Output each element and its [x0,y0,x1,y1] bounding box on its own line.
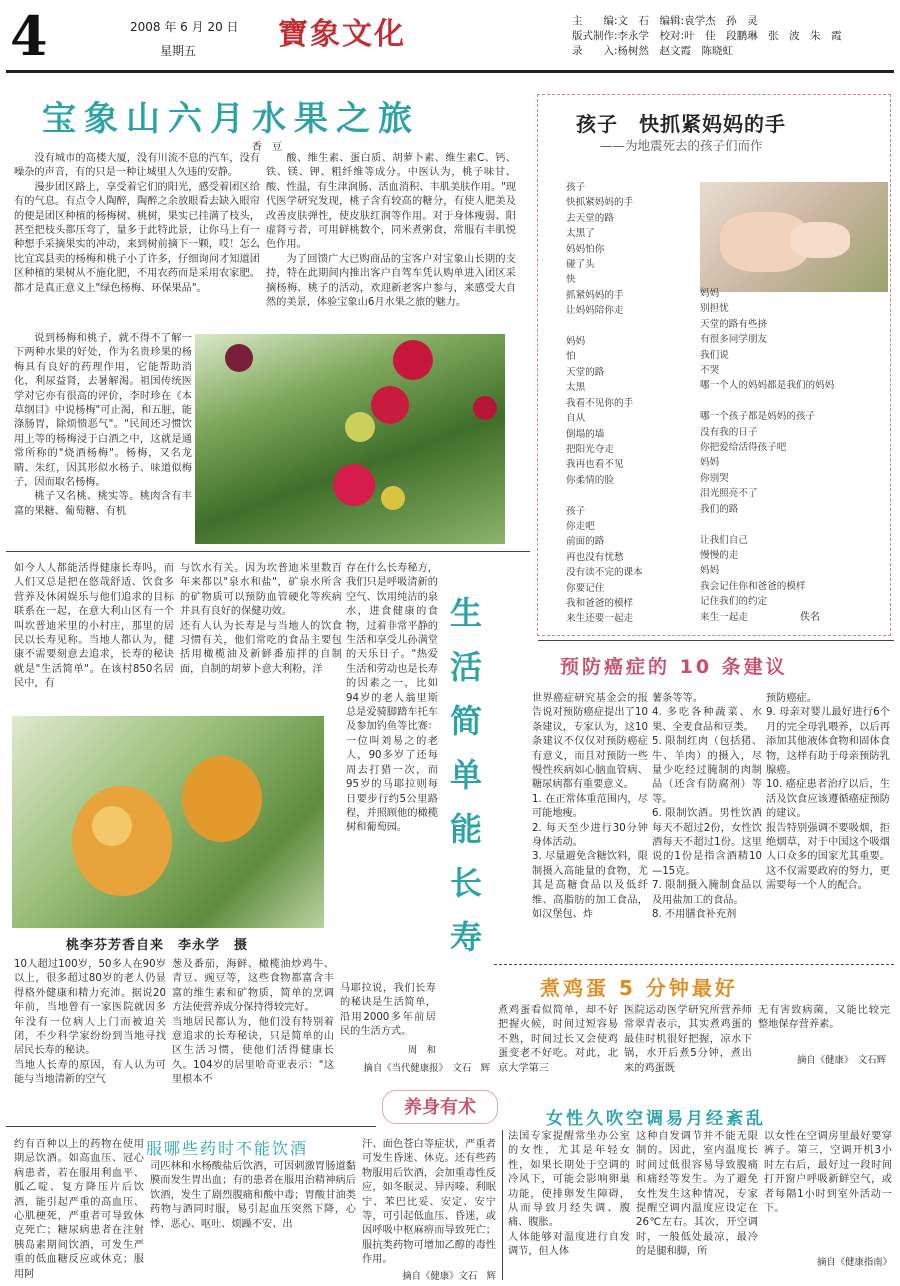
credits-line: 版式制作:李永学 校对:叶 佳 段鹏琳 张 波 朱 霞 [572,30,842,42]
aircon-col1: 法国专家提醒常坐办公室的女性，尤其是年轻女性，如果长期处于空调的冷风下，可能会影响卵巢功能，使排卵发生障碍，从而导致月经失调、腹痛、腹胀。 人体能够对温度进行自发调节，但人体 [508,1131,630,1258]
longevity-author: 周 和 [407,1045,436,1056]
poem-line: 哪一个孩子都是妈妈的孩子 [700,411,816,423]
paragraph: 说到杨梅和桃子，就不得不了解一下两种水果的好处，作为名贵珍果的杨梅具有良好的药理作用，它能帮助消化，利尿益肾，去暑解渴。祖国传统医学对它亦有很高的评价，李时珍在《本草纲目》中说杨梅"可止渴，和五脏，能涤肠胃，除烦愦恶气"。"民间还习惯饮用上等的杨梅浸于白酒之中，这就是通常所称的"烧酒杨梅"。杨梅，又名龙睛、朱红，因其形似水杨子、味道似梅子，因而取名杨梅。 [14,333,192,489]
poem-line: 你走吧 [566,520,595,532]
poem-line: 妈妈 [566,336,586,348]
section-divider [494,964,894,965]
credits-line: 录 入:杨树然 赵文霞 陈晓虹 [572,45,734,57]
egg-title: 煮鸡蛋 5 分钟最好 [540,976,738,1000]
drug-source: 摘自《健康》文石 辉 [402,1271,496,1282]
cancer-title: 预防癌症的 10 条建议 [560,656,788,678]
egg-source: 摘自《健康》 文石辉 [796,1055,886,1066]
poem-line: 怕 [566,351,576,363]
poem-line: 抓紧妈妈的手 [566,289,624,301]
cancer-col3: 预防癌症。 9. 母亲对婴儿最好进行6个月的完全母乳喂养，以后再添加其他液体食物和固体食物，这样有助于母亲预防乳腺癌。 10. 癌症患者治疗以后，生活及饮食应该遵循癌症预防的建议。 报告特别强调不要吸烟，拒绝烟草，对于中国这个吸烟人口众多的国家尤其重要。这不仅需要政府的努力，更需要每一个人的配合。 [766,693,890,892]
poem-line: 你柔情的脸 [566,474,614,486]
poem-line: 太黑了 [566,228,595,240]
poem-line: 来生一起走 [700,611,748,623]
poem-line: 让妈妈陪你走 [566,305,624,317]
longevity-col-a: 如今人人都能活得健康长寿吗，而人们又总是把在悠哉舒适、饮食多营养及休闲娱乐与他们追求的目标联系在一起，在意大利山区有一个叫坎普迪米里的小村庄，那里的居民以长寿见称。当地人都认为，健康不需要刻意去追求，长寿的秘诀就是"生活简单"。在该村850名居民中，有 [14,563,174,690]
poem-line: 没有我的日子 [700,426,758,438]
poem-line: 慢慢的走 [700,549,739,561]
paragraph: 桃子又名桃、桃实等。桃肉含有丰富的果糖、葡萄糖、有机 [14,491,192,517]
poem-left-column [566,180,696,625]
poem-line: 天堂的路有些挤 [700,318,768,330]
aircon-col2: 这种自发调节并不能无限制的。因此，室内温度长时间过低很容易导致腹痛和痛经等发生。为了避免女性发生这种情况，专家提醒空调内温度应设定在26℃左右。其次，开空调时，一般低处最凉，最冷的是腿和脚，所 [636,1131,758,1258]
hands-photo [700,182,888,292]
egg-col2: 医院运动医学研究所营养师常翠青表示，其实煮鸡蛋的最佳时机很好把握，凉水下锅，水开后煮5分钟，煮出来的鸡蛋既 [624,1005,752,1074]
poem-line: 天堂的路 [566,366,605,378]
poem-line: 有很多同学朋友 [700,334,768,346]
bayberry-photo [195,334,505,544]
poem-line: 妈妈 [700,457,720,469]
poem-line: 哪一个人的妈妈都是我们的妈妈 [700,380,835,392]
poem-line: 你要记住 [566,582,605,594]
longevity-lower-a: 10人超过100岁，50多人在90岁以上，很多超过80岁的老人仍显得格外健康和精力充沛。据说20年前，当地曾有一家医院就因多年没有一位病人上门而被迫关闭，不少科学家纷纷到当地寻找居民长寿的秘诀。 当地人长寿的原因，有人认为可能与当地清新的空气 [14,959,166,1086]
poem-line: 没有读不完的课本 [566,567,643,579]
page-number: 4 [10,4,48,68]
poem-line: 去天堂的路 [566,212,614,224]
poem-line: 你别哭 [700,472,729,484]
section-divider [538,640,894,641]
poem-line: 我和爸爸的模样 [566,597,634,609]
issue-weekday: 星期五 [160,44,197,58]
column-divider [502,1130,503,1280]
poem-line: 来生还要一起走 [566,613,634,625]
poem-line: 我看不见你的手 [566,397,634,409]
aircon-title: 女性久吹空调易月经紊乱 [546,1109,766,1129]
longevity-lower-b: 葱及番茄，海鲜、橄榄油炒鸡牛、青豆、豌豆等，这些食物都富含丰富的维生素和矿物质，简单的烹调方法使营养成分保持得较完好。 当地居民都认为，他们没有特别着意追求的长寿秘诀，只是简单的山区生活习惯，使他们活得健康长久。104岁的居里哈奇亚表示："这里根本不 [172,959,334,1086]
poem-line [566,319,696,334]
poem-line: 不哭 [700,365,720,377]
egg-col3: 无有害致病菌，又能比较完整地保存营养素。 [758,1005,890,1031]
poem-line [700,394,886,409]
egg-col1: 煮鸡蛋看似简单，却不好把握火候，时间过短容易不熟，时间过长又会使鸡蛋变老不好吃。对此，北京大学第三 [498,1005,618,1074]
peach-photo-caption: 桃李芬芳香自来 李永学 摄 [66,938,249,953]
health-tag: 养身有术 [382,1090,498,1124]
cancer-col2: 薯条等等。 4. 多吃各种蔬菜、水果、全麦食品和豆类。 5. 限制红肉（包括猪、牛、羊肉）的摄入，尽量少吃经过腌制的肉制品（还含有防腐剂）等等。 6. 限制饮酒。男性饮酒每天不超过2份，女性饮酒每天不超过1份。这里说的1份是指含酒精10—15克。 7. 限制摄入腌制食品以及用盐加工的食品。 8. 不用膳食补充剂 [652,693,762,921]
poem-line: 泪光照亮不了 [700,488,758,500]
fruit-article-col2 [266,152,516,332]
fruit-article-title: 宝象山六月水果之旅 [42,99,420,139]
editorial-credits [572,14,892,59]
poem-line: 孩子 [566,505,586,517]
poem-line: 妈妈怕你 [566,243,605,255]
aircon-source: 摘自《健康指南》 [816,1257,892,1268]
poem-line: 妈妈 [700,288,720,299]
poem-signature: 佚名 [800,612,820,623]
poem-subtitle: ——为地震死去的孩子们而作 [600,138,763,153]
paragraph: 漫步团区路上，享受着它们的阳光，感受着团区给有的气息。有点令人陶醉，陶醉之余放眼看去缺入眼帘的便是团区种植的杨梅树、桃树，果实已挂满了枝头，甚至把枝头都压弯了，量多于此特此景，让你马上有一种想手采摘果实的冲动，来到树前摘下一颗，哎！怎么比宜宾县卖的杨梅和桃子小了许多，仔细询问才知道团区种植的果树从不施化肥，不用农药而是采用农家肥。都才是真正意义上"绿色杨梅、环保果品"。 [14,181,260,294]
paragraph: 酸、维生素、蛋白质、胡萝卜素、维生素C、钙、铁、镁、钾、粗纤维等成分。中医认为，桃子味甘、酸、性温，有生津润肠、活血消积、丰肌美肤作用。"现代医学研究发现，桃子含有较高的糖分，有使人肥美及改善皮肤弹性，使皮肤红润等作用。对于身体瘦弱、阳虚肾亏者，可用鲜桃数个，同米煮粥食，常服有丰肌悦色作用。 [266,153,516,251]
drug-title: 服哪些药时不能饮酒 [146,1139,309,1158]
section-divider [6,551,530,552]
poem-line: 我会记住你和爸爸的模样 [700,580,806,592]
longevity-col-d: 马耶拉说，我们长寿的秘诀是生活简单，沿用2000多年前居民的生活方式。 [340,983,436,1038]
poem-line: 太黑 [566,382,586,394]
poem-line [566,488,696,503]
longevity-col-c: 存在什么长寿秘方，我们只是呼吸清新的空气、饮用纯洁的泉水，进食健康的食物，过着非常平静的生活和享受儿孙满堂的天乐日子。"热爱生活和劳动也是长寿的因素之一，比如94岁的老人翁里斯总是爱骑脚踏车托车及参加钓鱼等比赛：一位叫刘易之的老人，90多岁了还每周去打猎一次，而95岁的马耶拉则每日要步行约5公里路程，并照顾他的橄榄树和葡萄园。 [346,563,438,834]
poem-line: 孩子 [566,182,586,193]
poem-line: 自从 [566,413,586,425]
newspaper-logo: 寶象文化 [278,17,406,52]
fruit-article-author: 香 豆 [252,142,282,153]
cancer-col1: 世界癌症研究基金会的报告说对预防癌症提出了10条建议，专家认为，这10条建议不仅仅对预防癌症有意义，而且对预防一些慢性疾病如心脑血管病、糖尿病都有重要意义。 1. 在正常体重范围内，尽可能地瘦。 2. 每天至少进行30分钟身体活动。 3. 尽量避免含糖饮料，限制摄入高能量的食物，尤其是高糖食品以及低纤维、高脂肪的加工食品，如汉堡包、炸 [532,693,648,921]
paragraph: 为了回馈广大已购商品的宝客户对宝象山长期的支持，特在此期间内推出客户自驾车凭认购单进入团区采摘杨梅、桃子的活动，欢迎新老客户参与，来感受大自然的美景，体验宝象山6月水果之旅的魅力。 [266,253,516,309]
masthead-rule [6,70,894,73]
issue-date: 2008 年 6 月 20 日 [130,20,239,34]
credits-line: 主 编:文 石 编辑:袁学杰 孙 灵 [572,15,758,27]
poem-line: 碰了头 [566,259,595,271]
fruit-article-col1b [14,332,192,542]
poem-line: 快抓紧妈妈的手 [566,197,634,209]
drug-col2: 司匹林和水杨酸盐后饮酒，可因刺激胃肠道黏膜而发生胃出血；有的患者在服用治精神病后饮酒，发生了剧烈腹痛和酸中毒；胃酸甘油类药物与酒同时服，易引起血压突然下降，心悸、恶心、呕吐、烦躁不安、出 [150,1161,356,1230]
peach-photo [12,716,324,928]
poem-line: 记住我们的约定 [700,596,768,608]
poem-line: 我们的路 [700,503,739,515]
poem-line: 我再也看不见 [566,459,624,471]
poem-line: 让我们自己 [700,534,748,546]
poem-line: 快 [566,274,576,286]
poem-line: 妈妈 [700,565,720,577]
poem-line: 再也没有忧愁 [566,551,624,563]
aircon-col3: 以女性在空调房里最好要穿裤子。第三，空调开机3小时左右后，最好过一段时间打开窗户呼吸新鲜空气，或者每隔1小时到室外活动一下。 [764,1131,892,1215]
poem-title: 孩子 快抓紧妈妈的手 [576,112,786,136]
poem-line: 你把爱给活得孩子吧 [700,442,787,454]
poem-line [700,517,886,532]
poem-line: 别担忧 [700,303,729,315]
drug-col1: 约有百种以上的药物在使用期忌饮酒。如高血压、冠心病患者，若在服用利血平、胍乙啶、复方降压片后饮酒，能引起严重的高血压、心肌梗死，严重者可导致休克死亡；糖尿病患者在注射胰岛素期间饮酒，可发生严重的低血糖反应或休克；服用阿 [14,1139,144,1280]
poem-line: 把阳光夺走 [566,443,614,455]
poem-line: 前面的路 [566,536,605,548]
section-divider [6,1126,376,1127]
longevity-vertical-title: 生活简单能长寿 [449,594,482,956]
fruit-article-col1 [14,152,260,332]
poem-line: 我们说 [700,349,729,361]
drug-col3: 汗、面色苍白等症状，严重者可发生昏迷、休克。还有些药物服用后饮酒，会加重毒性反应，如冬眠灵、异丙嗪、利眠宁、苯巴比妥、安定、安宁等，可引起低血压、昏迷，或因呼吸中枢麻痹而导致死亡；服抗类药物可增加乙醇的毒性作用。 [362,1139,496,1266]
longevity-col-b: 与饮水有关。因为坎普迪米里数百年来都以"泉水和盐"，矿泉水所含的矿物质可以预防血管硬化等疾病并具有良好的保健功效。 还有人认为长寿是与当地人的饮食习惯有关，他们常吃的食品主要包括用橄榄油及新鲜番茄拌的自制面，自制的胡萝卜意大利粉，洋 [180,563,342,675]
poem-line: 倒塌的墙 [566,428,605,440]
paragraph: 没有城市的高楼大厦，没有川流不息的汽车，没有噪杂的声音，有的只是一种让城里人久违的安静。 [14,153,260,179]
longevity-source: 摘自《当代健康报》 文石 辉 [363,1063,490,1074]
